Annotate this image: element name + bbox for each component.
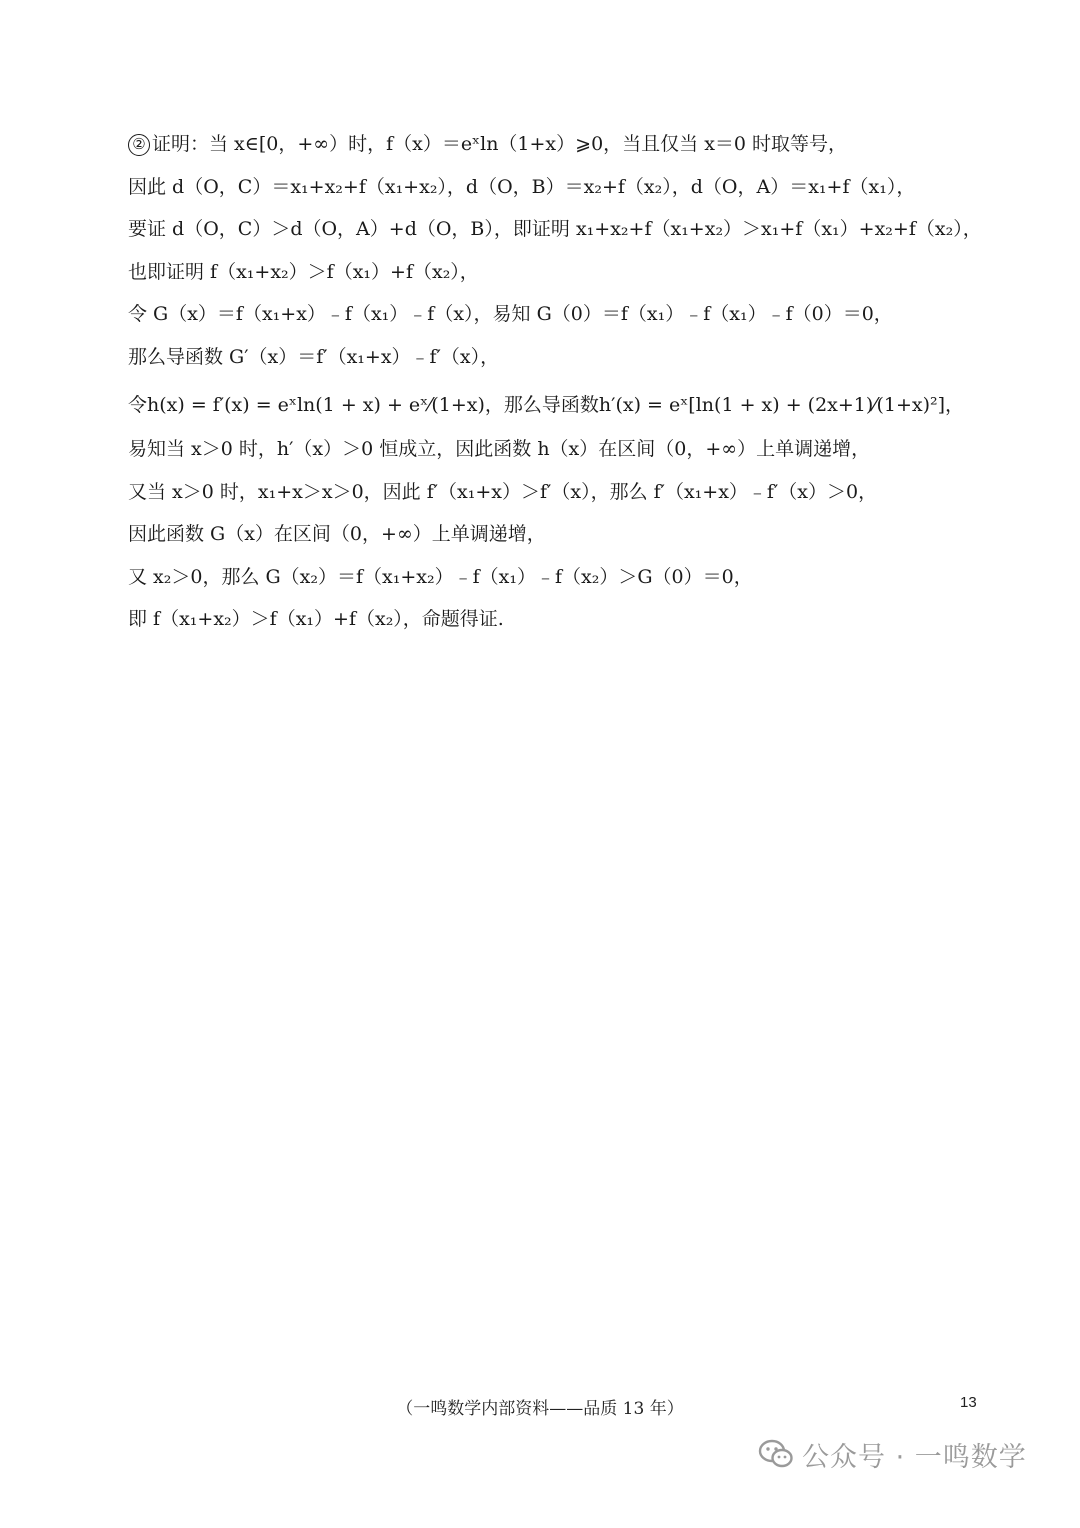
footer-caption: （一鸣数学内部资料——品质 13 年）: [396, 1399, 684, 1419]
proof-line: 要证 d（O，C）＞d（O，A）+d（O，B），即证明 x₁+x₂+f（x₁+x₂）＞x₁+f（x₁）+x₂+f（x₂），: [128, 218, 982, 240]
proof-line: 也即证明 f（x₁+x₂）＞f（x₁）+f（x₂），: [128, 260, 479, 283]
proof-line: 令 G（x）＝f（x₁+x）﹣f（x₁）﹣f（x），易知 G（0）＝f（x₁）﹣f（x₁）﹣f（0）＝0，: [128, 303, 893, 325]
page-number: 13: [960, 1394, 977, 1411]
proof-line: 又 x₂＞0，那么 G（x₂）＝f（x₁+x₂）﹣f（x₁）﹣f（x₂）＞G（0）＝0，: [128, 565, 753, 588]
proof-line: 易知当 x＞0 时，h′（x）＞0 恒成立，因此函数 h（x）在区间（0，+∞）上单调递增，: [128, 438, 871, 460]
circled-marker: ②: [128, 134, 150, 156]
proof-line: 又当 x＞0 时，x₁+x＞x＞0，因此 f′（x₁+x）＞f′（x），那么 f′（x₁+x）﹣f′（x）＞0，: [128, 480, 878, 503]
watermark-text: 公众号 · 一鸣数学: [802, 1441, 1027, 1473]
proof-body: [128, 132, 982, 650]
wechat-icon: [758, 1439, 794, 1469]
formula-line: 令h(x) = f′(x) = eˣln(1 + x) + eˣ⁄(1+x)，那么导函数h′(x) = eˣ[ln(1 + x) + (2x+1)⁄(1+x)²]，: [128, 394, 965, 416]
proof-line: 因此 d（O，C）＝x₁+x₂+f（x₁+x₂），d（O，B）＝x₂+f（x₂），d（O，A）＝x₁+f（x₁），: [128, 175, 916, 198]
proof-line: 即 f（x₁+x₂）＞f（x₁）+f（x₂），命题得证.: [128, 608, 504, 630]
proof-line: [128, 132, 958, 156]
watermark: [758, 1434, 1027, 1474]
proof-line-text: 证明：当 x∈[0，+∞）时，f（x）＝eˣln（1+x）⩾0，当且仅当 x＝0 时取等号，: [152, 133, 848, 155]
proof-line: 因此函数 G（x）在区间（0，+∞）上单调递增，: [128, 523, 546, 545]
proof-line: 那么导函数 G′（x）＝f′（x₁+x）﹣f′（x），: [128, 345, 500, 368]
